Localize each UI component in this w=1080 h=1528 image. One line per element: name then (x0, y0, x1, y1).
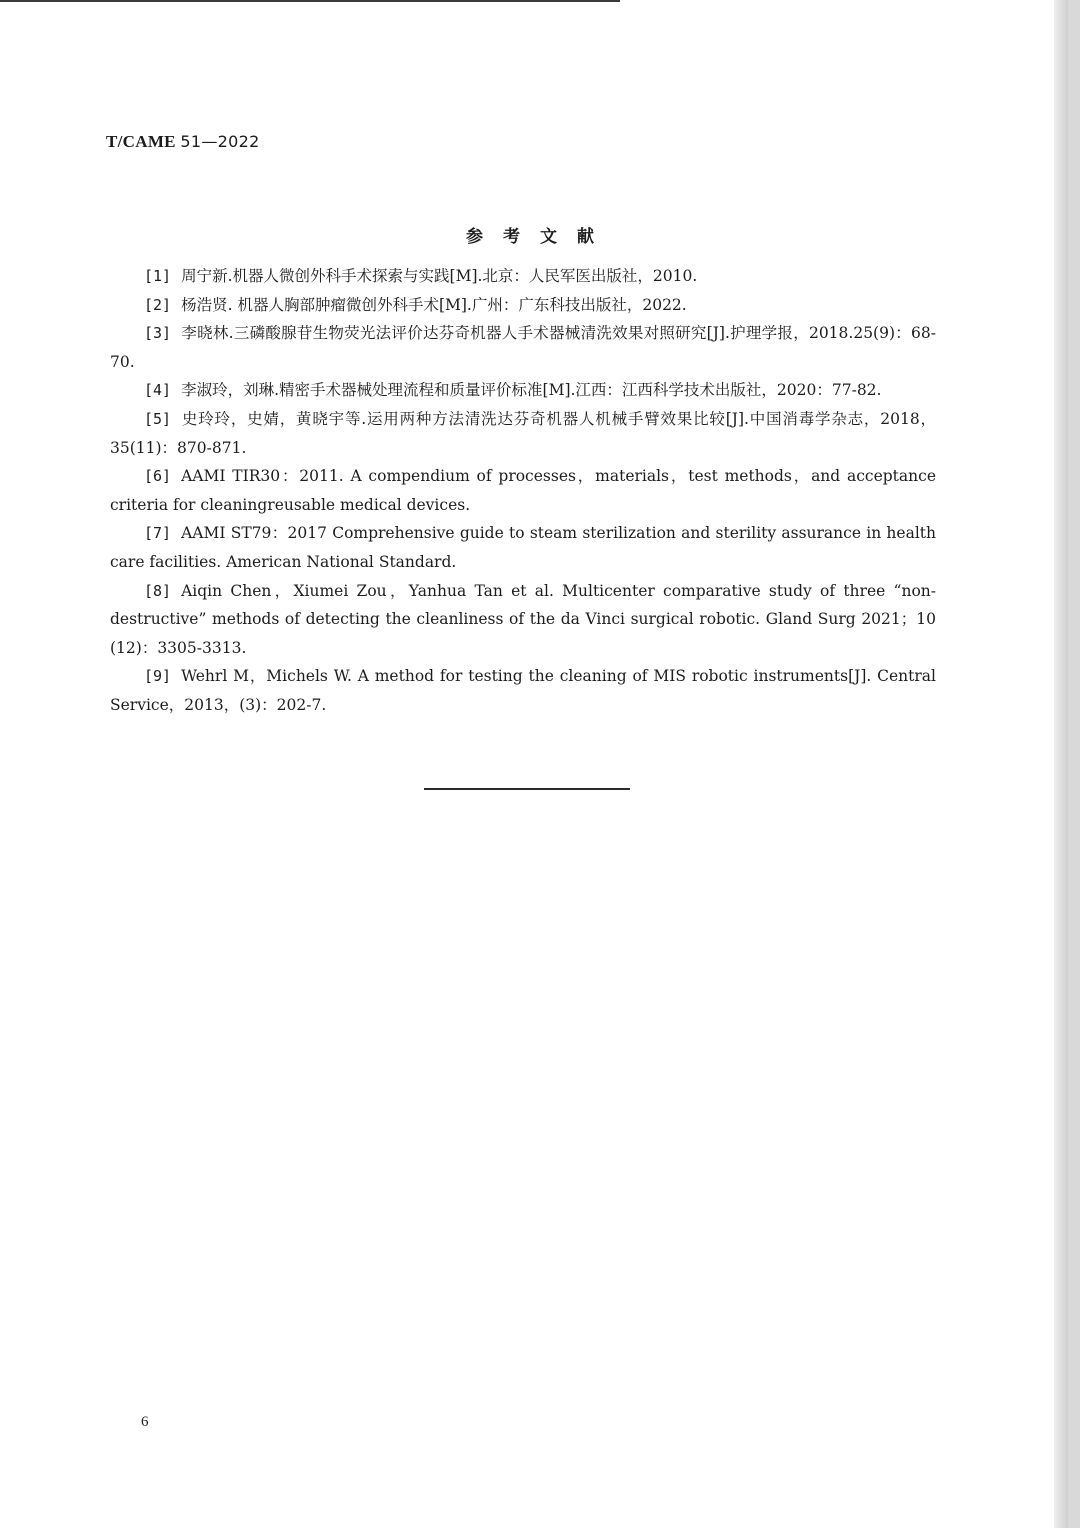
reference-item-5 (110, 405, 936, 462)
end-of-document-rule (424, 788, 630, 790)
standard-code (106, 132, 260, 152)
reference-text: 李淑玲，刘琳.精密手术器械处理流程和质量评价标准[M].江西：江西科学技术出版社，2020：77-82. (181, 381, 882, 400)
reference-text: Aiqin Chen，Xiumei Zou，Yanhua Tan et al. Multicenter comparative study of three “non-destructive” methods of detecting the cleanliness of the da Vinci surgical robotic. Gland Surg 2021；10 (12)：3305-3313. (110, 581, 936, 657)
reference-text: 李晓林.三磷酸腺苷生物荧光法评价达芬奇机器人手术器械清洗效果对照研究[J].护理学报，2018.25(9)：68-70. (110, 324, 936, 371)
reference-text: Wehrl M，Michels W. A method for testing the cleaning of MIS robotic instruments[J]. Central Service，2013，(3)：202-7. (110, 667, 936, 714)
reference-index: [2] (144, 295, 172, 314)
standard-code-prefix: T/CAME (106, 132, 176, 151)
reference-index: [4] (144, 381, 172, 400)
reference-index: [7] (144, 524, 172, 543)
reference-text: 史玲玲，史婧，黄晓宇等.运用两种方法清洗达芬奇机器人机械手臂效果比较[J].中国消毒学杂志，2018，35(11)：870-871. (110, 409, 936, 457)
reference-index: [1] (144, 267, 172, 285)
reference-item-6 (110, 462, 936, 519)
section-title: 参考文献 (466, 227, 614, 247)
reference-text: AAMI TIR30：2011. A compendium of processes，materials，test methods，and acceptance criteria for cleaningreusable medical devices. (110, 467, 936, 514)
reference-item-4 (110, 376, 936, 405)
reference-item-2 (110, 291, 936, 320)
reference-index: [5] (144, 409, 172, 428)
scan-top-edge (0, 0, 620, 2)
reference-item-9 (110, 662, 936, 719)
reference-index: [8] (144, 581, 172, 600)
page-number: 6 (141, 1414, 149, 1430)
reference-item-3 (110, 319, 936, 376)
reference-item-8 (110, 577, 936, 663)
reference-item-7 (110, 519, 936, 576)
reference-text: AAMI ST79：2017 Comprehensive guide to steam sterilization and sterility assurance in health care facilities. American National Standard. (110, 524, 936, 571)
reference-index: [3] (144, 324, 172, 343)
reference-text: 杨浩贤. 机器人胸部肿瘤微创外科手术[M].广州：广东科技出版社，2022. (181, 295, 687, 314)
reference-index: [9] (144, 667, 172, 686)
reference-item-1 (110, 262, 936, 291)
reference-list (110, 262, 936, 720)
reference-index: [6] (144, 467, 172, 486)
reference-text: 周宁新.机器人微创外科手术探索与实践[M].北京：人民军医出版社，2010. (181, 267, 698, 285)
standard-code-number: 51—2022 (180, 132, 260, 151)
